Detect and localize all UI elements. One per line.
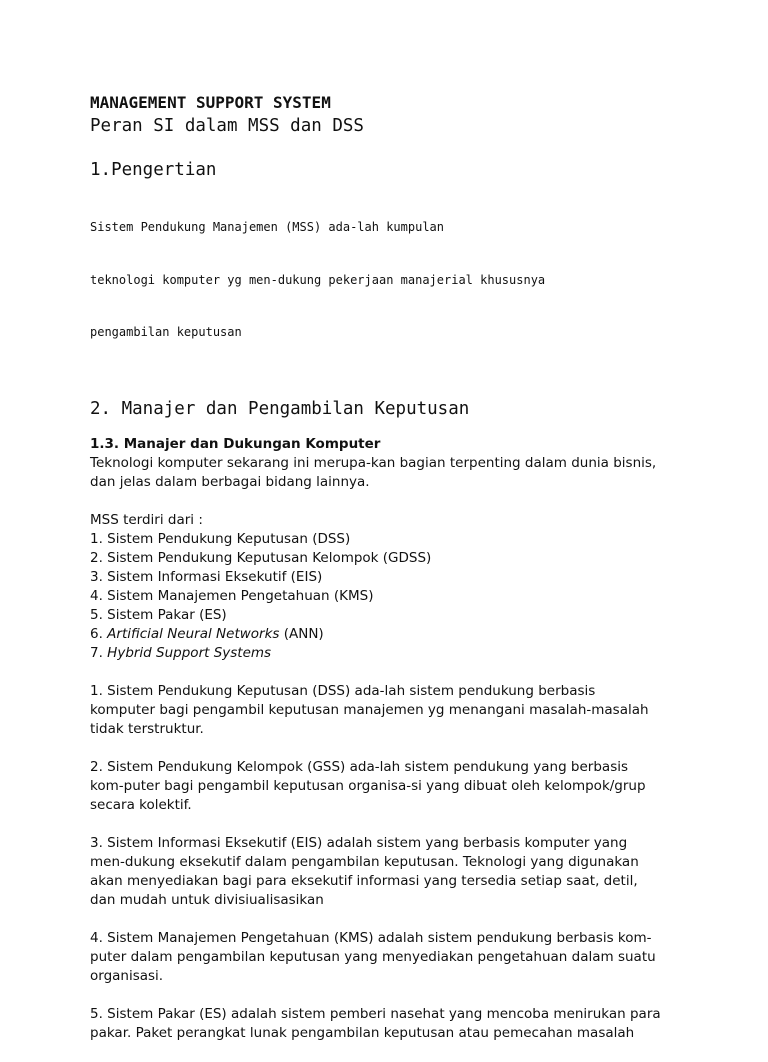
section-1-heading: 1.Pengertian [90, 160, 217, 180]
paragraph-line: secara kolektif. [90, 796, 192, 813]
section-1-paragraph [90, 184, 690, 377]
paragraph-line: 5. Sistem Pakar (ES) adalah sistem pemberi nasehat yang mencoba menirukan para [90, 1005, 661, 1022]
section-2-heading: 2. Manajer dan Pengambilan Keputusan [90, 398, 470, 419]
document-page [90, 92, 690, 1062]
mss-list [90, 511, 690, 663]
paragraph-eis [90, 834, 690, 910]
document-subtitle: Peran SI dalam MSS dan DSS [90, 116, 364, 136]
list-item: 1. Sistem Pendukung Keputusan (DSS) [90, 530, 351, 547]
list-item: 2. Sistem Pendukung Keputusan Kelompok (GDSS) [90, 549, 432, 566]
paragraph-gss [90, 758, 690, 815]
paragraph-line: Teknologi komputer sekarang ini merupa-kan bagian terpenting dalam dunia bisnis, [90, 454, 657, 471]
paragraph-line: pakar. Paket perangkat lunak pengambilan keputusan atau pemecahan masalah [90, 1024, 635, 1041]
section-1-line: pengambilan keputusan [90, 325, 242, 339]
paragraph-line: komputer bagi pengambil keputusan manajemen yg menangani masalah-masalah [90, 701, 649, 718]
paragraph-line: dan mudah untuk divisiualisasikan [90, 891, 324, 908]
paragraph-kms [90, 929, 690, 986]
paragraph-line: organisasi. [90, 967, 164, 984]
document-title: MANAGEMENT SUPPORT SYSTEM [90, 93, 331, 112]
paragraph-line: akan menyediakan bagi para eksekutif informasi yang tersedia setiap saat, detil, [90, 872, 638, 889]
section-1-line: Sistem Pendukung Manajemen (MSS) ada-lah kumpulan [90, 220, 445, 234]
list-item: 3. Sistem Informasi Eksekutif (EIS) [90, 568, 323, 585]
paragraph-line: men-dukung eksekutif dalam pengambilan keputusan. Teknologi yang digunakan [90, 853, 639, 870]
list-item: 6. Artificial Neural Networks (ANN) [90, 625, 324, 642]
list-item: 5. Sistem Pakar (ES) [90, 606, 227, 623]
paragraph-line: 4. Sistem Manajemen Pengetahuan (KMS) adalah sistem pendukung berbasis kom- [90, 929, 652, 946]
subsection-1-3-paragraph [90, 454, 690, 492]
paragraph-line: 2. Sistem Pendukung Kelompok (GSS) ada-lah sistem pendukung yang berbasis [90, 758, 629, 775]
list-item: 4. Sistem Manajemen Pengetahuan (KMS) [90, 587, 374, 604]
paragraph-line: 3. Sistem Informasi Eksekutif (EIS) adalah sistem yang berbasis komputer yang [90, 834, 628, 851]
section-1-line: teknologi komputer yg men-dukung pekerjaan manajerial khususnya [90, 272, 546, 287]
paragraph-dss [90, 682, 690, 739]
paragraph-line: 1. Sistem Pendukung Keputusan (DSS) ada-lah sistem pendukung berbasis [90, 682, 596, 699]
paragraph-line: dan jelas dalam berbagai bidang lainnya. [90, 473, 370, 490]
mss-list-intro: MSS terdiri dari : [90, 511, 203, 528]
list-item: 7. Hybrid Support Systems [90, 644, 272, 661]
paragraph-line: puter dalam pengambilan keputusan yang menyediakan pengetahuan dalam suatu [90, 948, 656, 965]
subsection-1-3-heading: 1.3. Manajer dan Dukungan Komputer [90, 435, 381, 452]
paragraph-line: kom-puter bagi pengambil keputusan organisa-si yang dibuat oleh kelompok/grup [90, 777, 646, 794]
paragraph-line: tidak terstruktur. [90, 720, 204, 737]
